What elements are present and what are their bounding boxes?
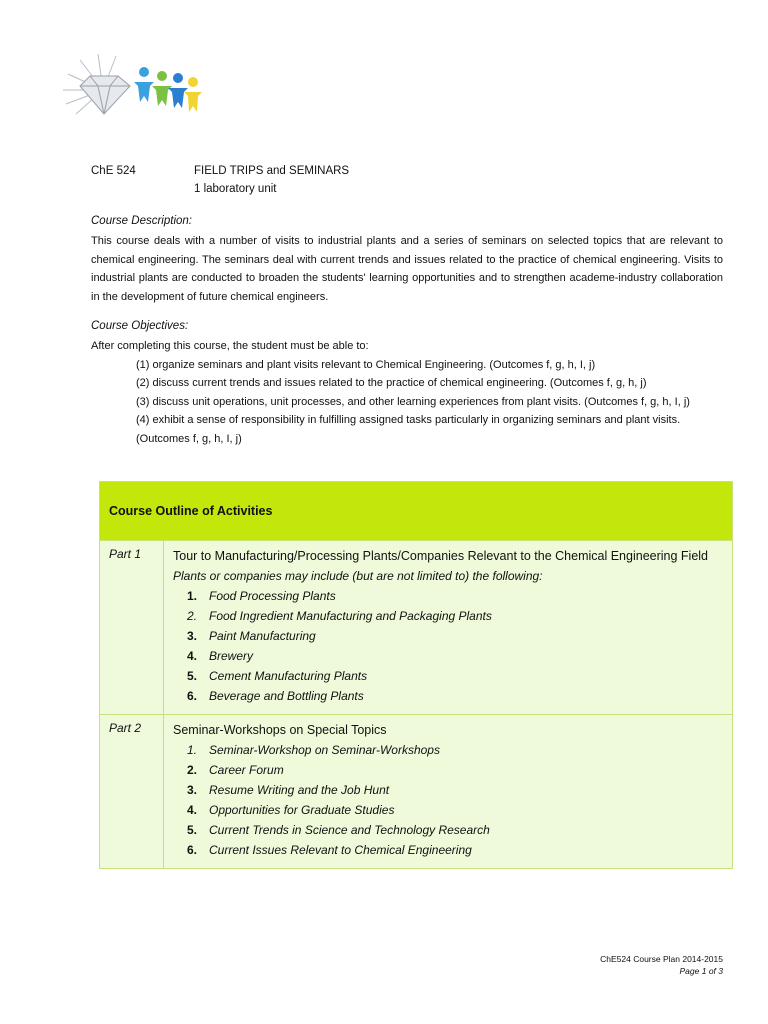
list-item <box>173 686 722 706</box>
list-item <box>173 740 722 760</box>
list-item <box>173 626 722 646</box>
item-number: 5. <box>187 823 198 837</box>
page-number: Page 1 of 3 <box>679 966 723 976</box>
course-outline-table <box>99 481 733 869</box>
list-item <box>173 606 722 626</box>
objective-item: (2) discuss current trends and issues related to the practice of chemical engineering. (Outcomes f, g, h, j) <box>136 377 647 389</box>
list-item <box>173 780 722 800</box>
objectives-list <box>91 356 731 449</box>
list-item <box>173 586 722 606</box>
item-number: 2. <box>187 763 198 777</box>
objectives-intro: After completing this course, the student must be able to: <box>91 340 369 352</box>
item-number: 1. <box>187 589 198 603</box>
item-number: 4. <box>187 649 198 663</box>
list-item <box>173 840 722 860</box>
footer-doc-title: ChE524 Course Plan 2014-2015 <box>600 954 723 964</box>
part-content <box>164 715 733 869</box>
course-code: ChE 524 <box>91 165 136 177</box>
item-number: 3. <box>187 629 198 643</box>
objectives-label: Course Objectives: <box>91 320 189 332</box>
course-units: 1 laboratory unit <box>194 183 277 195</box>
part-label: Part 1 <box>100 541 164 715</box>
part-items-list <box>173 586 722 706</box>
objective-item <box>91 411 731 448</box>
item-text: Opportunities for Graduate Studies <box>209 803 395 817</box>
part-title: Tour to Manufacturing/Processing Plants/Companies Relevant to the Chemical Engineering Field <box>173 549 709 563</box>
objective-item-text: (4) exhibit a sense of responsibility in fulfilling assigned tasks particularly in organizing seminars and plant visits. <box>136 414 681 426</box>
item-text: Beverage and Bottling Plants <box>209 689 364 703</box>
item-number: 6. <box>187 689 198 703</box>
item-text: Brewery <box>209 649 254 663</box>
objectives-section <box>91 337 731 448</box>
item-number: 1. <box>187 743 198 757</box>
list-item <box>173 800 722 820</box>
part-title: Seminar-Workshops on Special Topics <box>173 723 387 737</box>
course-title: FIELD TRIPS and SEMINARS <box>194 165 350 177</box>
description-text: This course deals with a number of visits to industrial plants and a series of seminars on selected topics that are relevant to chemical engineering. The seminars deal with current trends and issues related to the practice of chemical engineering. Visits to industrial plants are conducted to broaden the students' learning opportunities and to strengthen academe-industry collaboration in the development of future chemical engineers. <box>91 235 723 303</box>
logo-image <box>58 52 203 132</box>
item-number: 6. <box>187 843 198 857</box>
item-number: 2. <box>187 609 198 623</box>
part-content <box>164 541 733 715</box>
item-text: Current Issues Relevant to Chemical Engineering <box>209 843 472 857</box>
objective-item: (3) discuss unit operations, unit processes, and other learning experiences from plant visits. (Outcomes f, g, h, I, j) <box>136 395 690 408</box>
description-label: Course Description: <box>91 215 192 227</box>
item-text: Current Trends in Science and Technology Research <box>209 823 490 837</box>
item-number: 5. <box>187 669 198 683</box>
objective-item: (1) organize seminars and plant visits relevant to Chemical Engineering. (Outcomes f, g, h, I, j) <box>136 358 596 371</box>
item-text: Food Ingredient Manufacturing and Packaging Plants <box>209 609 492 623</box>
part-items-list <box>173 740 722 860</box>
item-text: Food Processing Plants <box>209 589 336 603</box>
item-number: 3. <box>187 783 198 797</box>
item-number: 4. <box>187 803 198 817</box>
page-footer <box>600 953 723 977</box>
list-item <box>173 666 722 686</box>
part-intro: Plants or companies may include (but are not limited to) the following: <box>173 569 543 583</box>
part-label: Part 2 <box>100 715 164 869</box>
list-item <box>173 646 722 666</box>
objective-item-outcomes: (Outcomes f, g, h, I, j) <box>136 432 242 445</box>
item-text: Career Forum <box>209 763 284 777</box>
outline-heading: Course Outline of Activities <box>109 504 273 518</box>
table-row <box>100 541 733 715</box>
item-text: Resume Writing and the Job Hunt <box>209 783 390 797</box>
list-item <box>173 820 722 840</box>
outline-heading-cell <box>100 482 733 541</box>
item-text: Paint Manufacturing <box>209 629 316 643</box>
item-text: Cement Manufacturing Plants <box>209 669 368 683</box>
table-row <box>100 715 733 869</box>
list-item <box>173 760 722 780</box>
item-text: Seminar-Workshop on Seminar-Workshops <box>209 743 440 757</box>
